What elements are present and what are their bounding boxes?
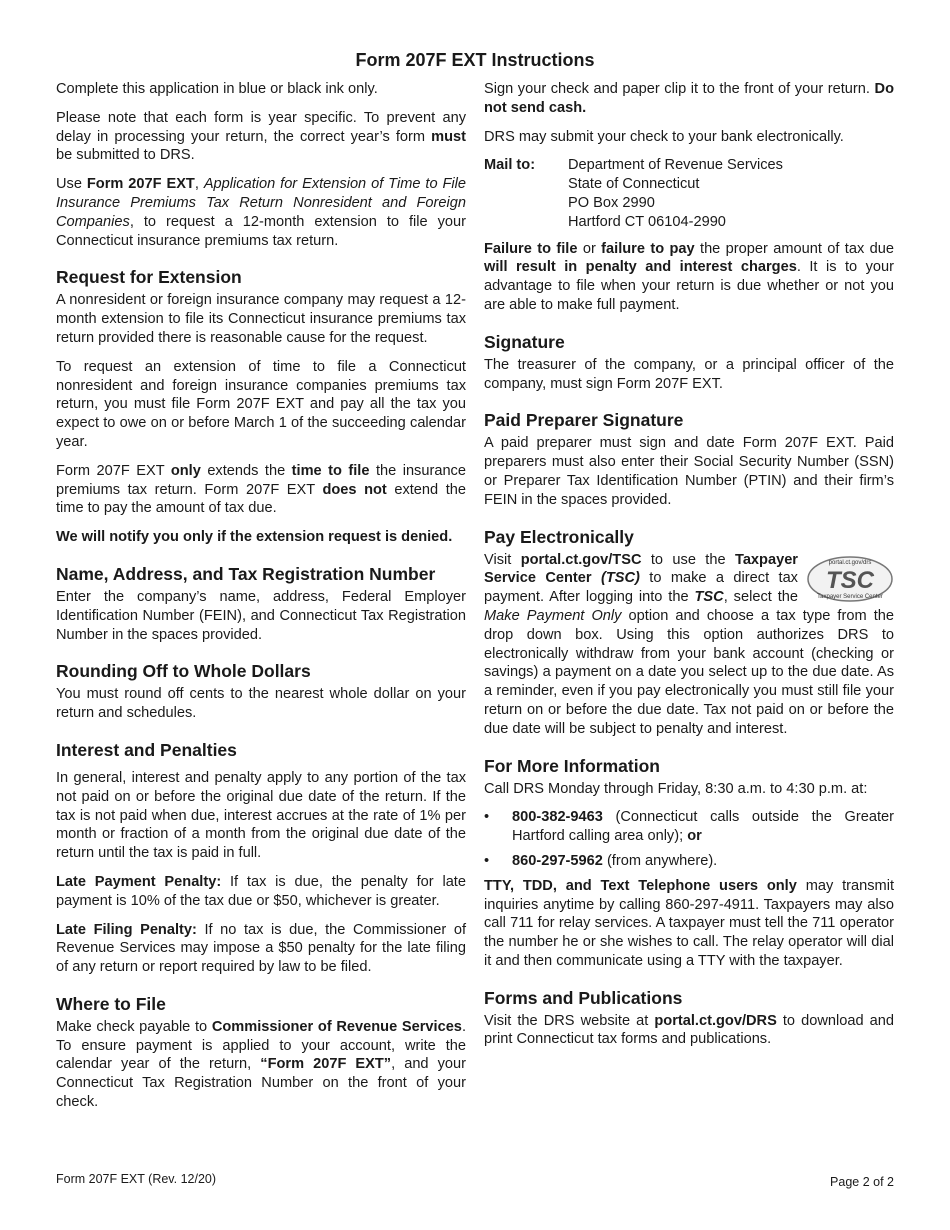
mail-to-label: Mail to: — [484, 157, 536, 174]
right-column — [484, 80, 894, 1059]
bullet: • — [484, 852, 490, 869]
preparer-para: A paid preparer must sign and date Form 207F EXT. Paid preparers must also enter their Social Security Number (SSN) or Preparer Tax Identification Number (PTIN) and their firm’s FEIN in the spaces provided. — [484, 435, 894, 508]
phone-item: • 860-297-5962 (from anywhere). — [484, 852, 718, 869]
svg-text:portal.ct.gov/drs: portal.ct.gov/drs — [828, 559, 872, 566]
check-electronic-para: DRS may submit your check to your bank electronically. — [484, 128, 844, 145]
left-column — [56, 80, 466, 1122]
interest-para: In general, interest and penalty apply to any portion of the tax not paid on or before the original due date of the return. If the tax is not paid when due, interest accrues at the rate of 1% per month or fraction of a month from the original due date of the return until the tax is paid in full. — [56, 769, 466, 862]
pay-para: portal.ct.gov/drs TSC Taxpayer Service Center Visit portal.ct.gov/TSC to use the Taxpayer Service Center (TSC) to make a direct tax payment. After logging into the TSC, select the Make Payment Only option and choose a tax type from the drop down box. Using this option authorizes DRS to electronically withdraw from your bank account (checking or savings) a payment on a date you select up to the due date. As a reminder, even if you pay electronically you must still file your return on or before the due date. Tax not paid on or before the due date will be subject to penalty and interest. — [484, 551, 894, 737]
phone-item: • 800-382-9463 (Connecticut calls outside the Greater Hartford calling area only); or — [484, 809, 894, 845]
sign-check-para: Sign your check and paper clip it to the front of your return. Do not send cash. — [484, 81, 894, 116]
signature-para: The treasurer of the company, or a principal officer of the company, must sign Form 207F EXT. — [484, 356, 894, 392]
rounding-heading: Rounding Off to Whole Dollars — [56, 661, 311, 682]
signature-heading: Signature — [484, 331, 565, 352]
request-para-3: Form 207F EXT only extends the time to file the insurance premiums tax return. Form 207F EXT does not extend the time to pay the amount of tax due. — [56, 462, 466, 517]
mailing-address — [484, 156, 894, 231]
late-filing-para: Late Filing Penalty: If no tax is due, the Commissioner of Revenue Services may impose a $50 penalty for the late filing of any return or report required by law to be filed. — [56, 921, 467, 976]
name-address-para: Enter the company’s name, address, Federal Employer Identification Number (FEIN), and Connecticut Tax Registration Number in the spaces provided. — [56, 588, 466, 643]
late-payment-para: Late Payment Penalty: If tax is due, the penalty for late payment is 10% of the tax due or $50, whichever is greater. — [56, 873, 466, 909]
request-para-1: A nonresident or foreign insurance company may request a 12-month extension to file its Connecticut insurance premiums tax return provided there is reasonable cause for the request. — [56, 292, 466, 346]
intro-purpose: Use Form 207F EXT, Application for Extension of Time to File Insurance Premiums Tax Return Nonresident and Foreign Companies, to request a 12-month extension to file your Connecticut insurance premiums tax return. — [56, 176, 466, 249]
tsc-logo-icon — [806, 553, 894, 605]
rounding-para: You must round off cents to the nearest whole dollar on your return and schedules. — [56, 686, 466, 722]
mail-line: PO Box 2990 — [568, 194, 655, 211]
forms-heading: Forms and Publications — [484, 987, 683, 1008]
where-to-file-para: Make check payable to Commissioner of Revenue Services. To ensure payment is applied to your account, write the calendar year of the return, “Form 207F EXT”, and your Connecticut Tax Registration Number on the front of your check. — [56, 1018, 466, 1111]
bullet: • — [484, 809, 490, 826]
svg-text:TSC: TSC — [826, 566, 874, 594]
forms-para: Visit the DRS website at portal.ct.gov/DRS to download and print Connecticut tax forms and publications. — [484, 1012, 894, 1048]
preparer-heading: Paid Preparer Signature — [484, 410, 684, 431]
failure-para: Failure to file or failure to pay the proper amount of tax due will result in penalty and interest charges. It is to your advantage to file when your return is due whether or not you are able to make full payment. — [484, 240, 895, 313]
mail-line: Department of Revenue Services — [568, 157, 783, 174]
request-notify: We will notify you only if the extension request is denied. — [56, 529, 453, 546]
more-info-para: Call DRS Monday through Friday, 8:30 a.m. to 4:30 p.m. at: — [484, 780, 868, 797]
name-address-heading: Name, Address, and Tax Registration Number — [56, 563, 436, 584]
intro-ink-note: Complete this application in blue or black ink only. — [56, 81, 378, 97]
mail-line: State of Connecticut — [568, 176, 700, 193]
request-para-2: To request an extension of time to file a Connecticut nonresident and foreign insurance companies premiums tax return, you must file Form 207F EXT and pay all the tax you expect to owe on or before March 1 of the succeeding calendar year. — [56, 358, 466, 450]
where-to-file-heading: Where to File — [56, 993, 166, 1014]
form-revision: Form 207F EXT (Rev. 12/20) — [56, 1172, 217, 1186]
more-info-heading: For More Information — [484, 755, 660, 776]
mail-address-lines — [568, 156, 783, 231]
pay-heading: Pay Electronically — [484, 526, 634, 547]
request-heading: Request for Extension — [56, 267, 242, 288]
interest-heading: Interest and Penalties — [56, 739, 237, 760]
svg-text:Taxpayer Service Center: Taxpayer Service Center — [817, 593, 883, 600]
mail-line: Hartford CT 06104-2990 — [568, 213, 726, 230]
intro-year-note: Please note that each form is year specific. To prevent any delay in processing your return, the correct year’s form must be submitted to DRS. — [56, 109, 466, 164]
phone-list — [484, 808, 894, 870]
tty-para: TTY, TDD, and Text Telephone users only may transmit inquiries anytime by calling 860-297-4911. Taxpayers may also call 711 for relay services. A taxpayer must tell the 711 operator the number he or she wishes to call. The relay operator will dial it and then communicate using a TTY with the taxpayer. — [484, 877, 895, 969]
page-title: Form 207F EXT Instructions — [355, 50, 595, 70]
page-number: Page 2 of 2 — [830, 1175, 894, 1189]
